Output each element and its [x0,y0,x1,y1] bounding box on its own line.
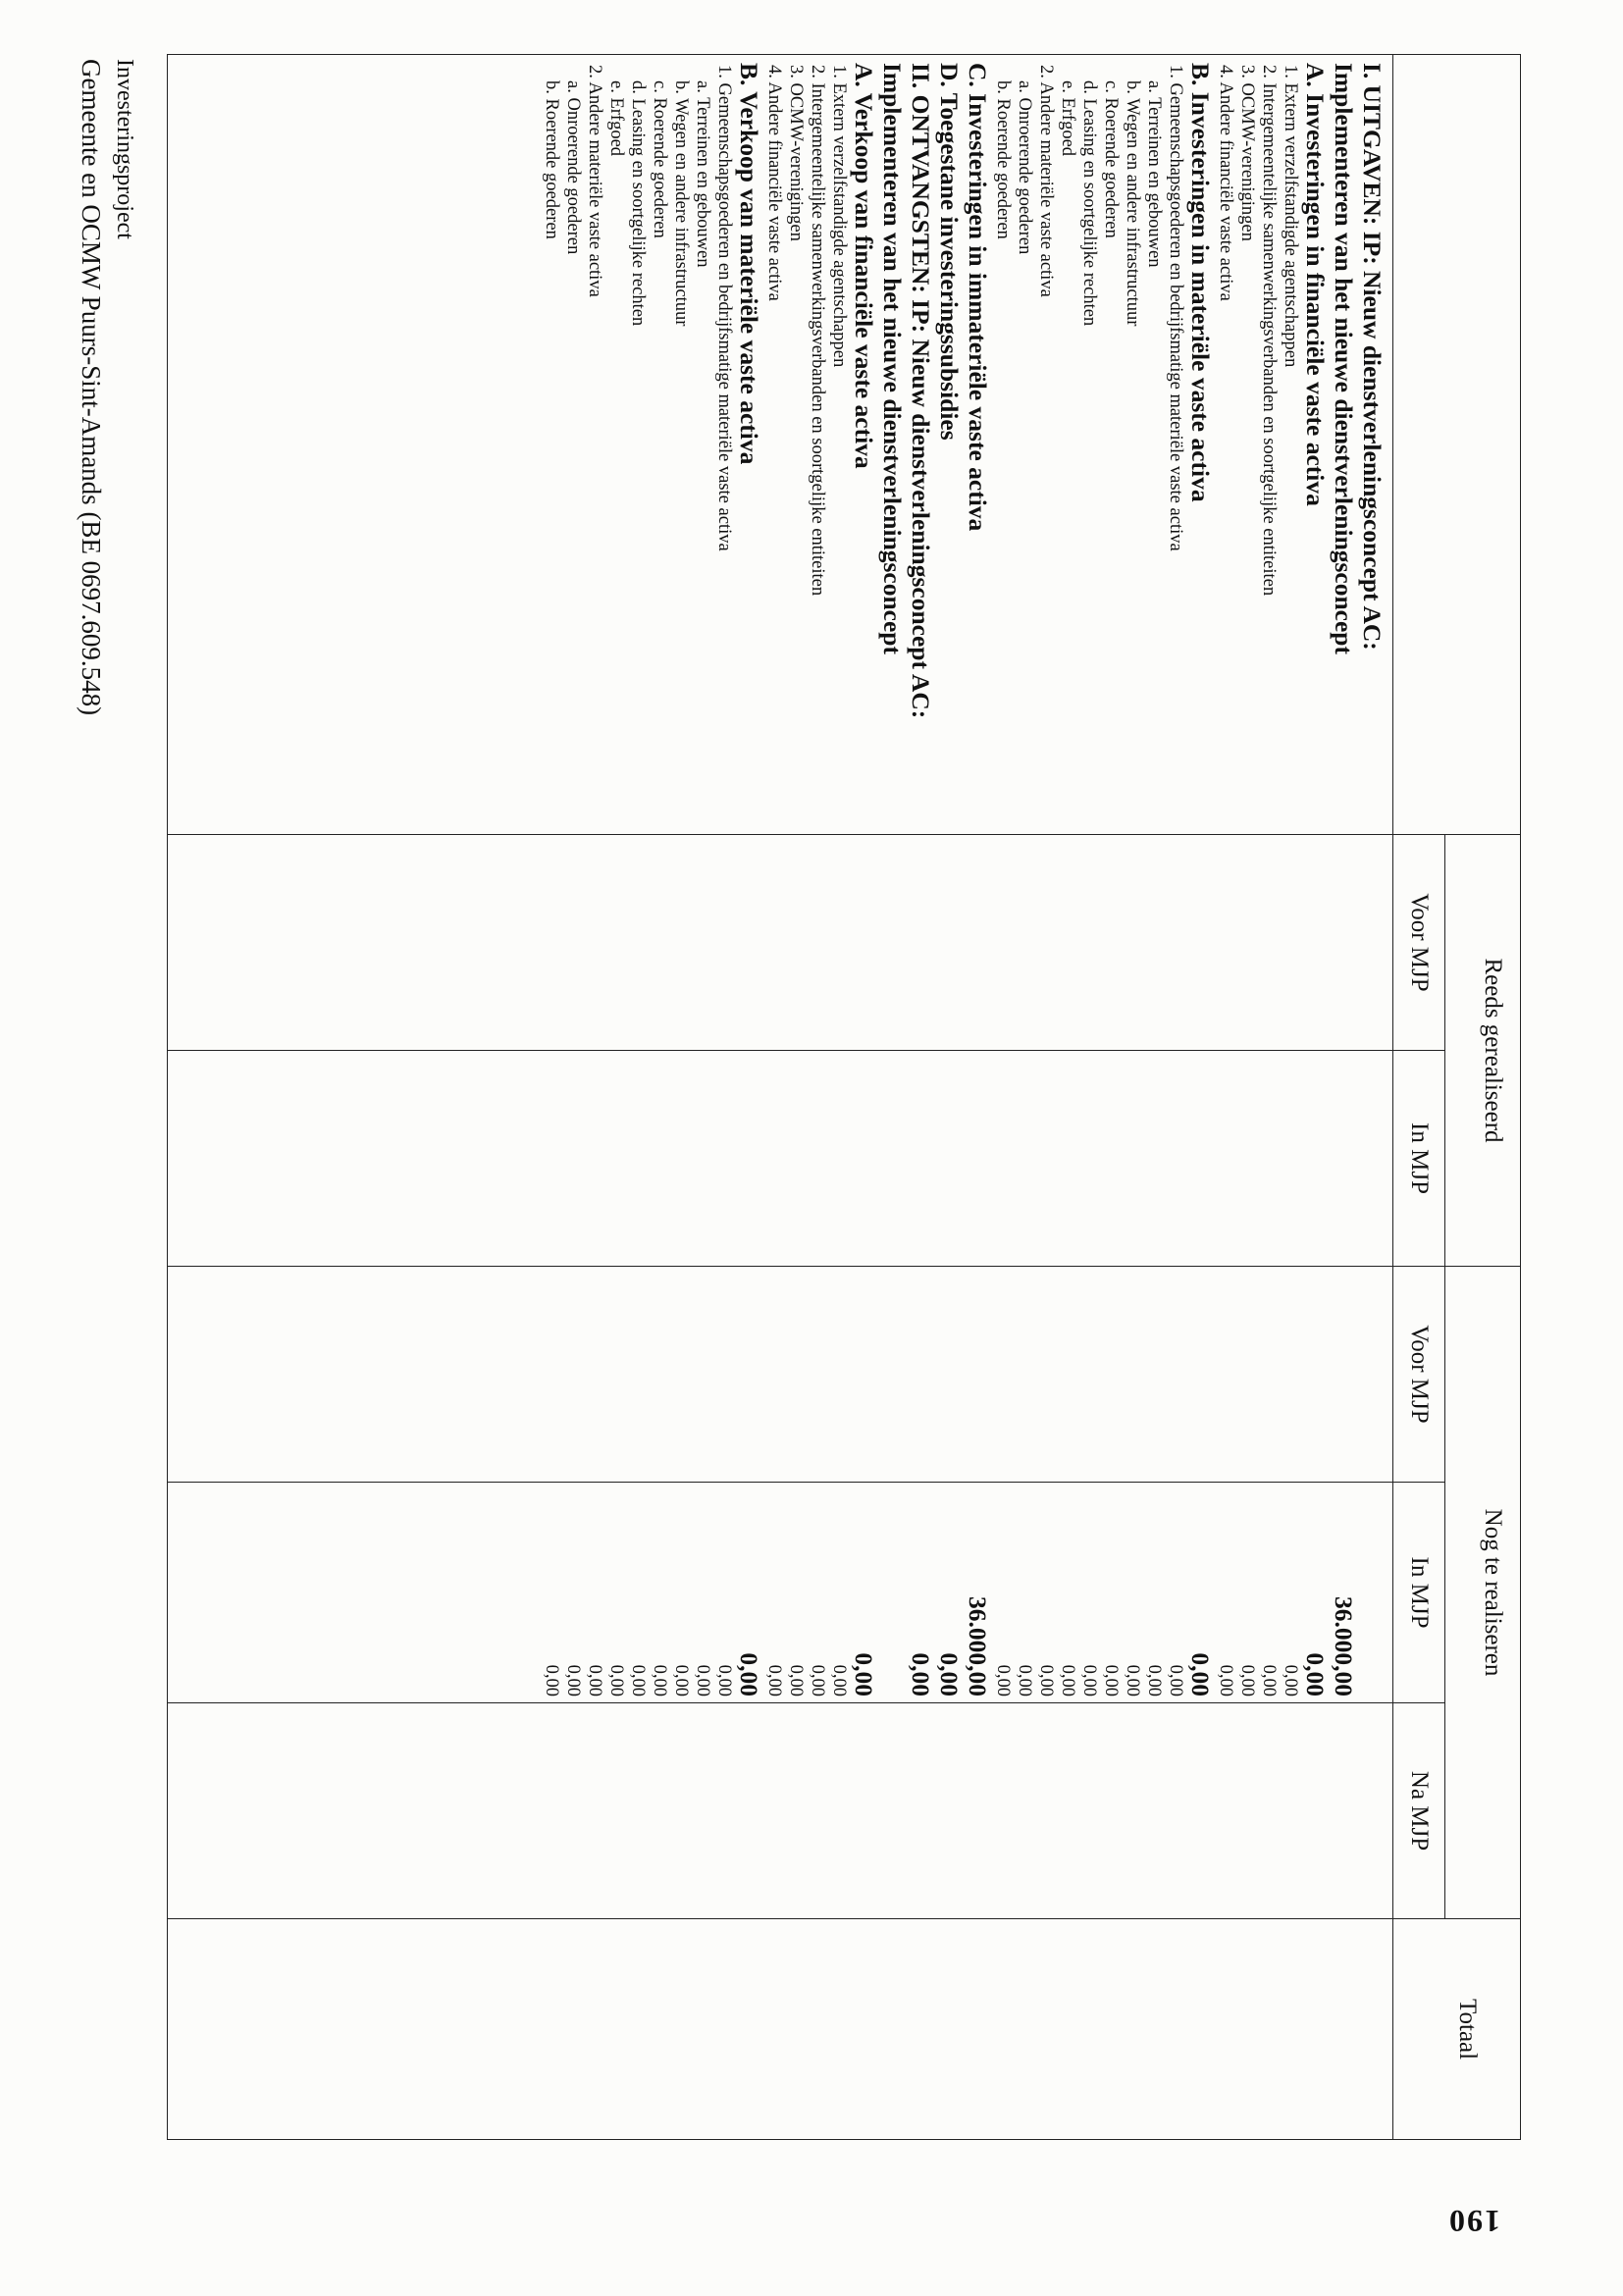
row-value: 0,00 [764,1664,784,1697]
row-label: 1. Extern verzelfstandigde agentschappen [1281,65,1300,368]
row-label: 2. Andere materiële vaste activa [1036,65,1056,297]
row-value: 0,00 [585,1664,604,1697]
row-value: 0,00 [786,1664,806,1697]
row-value: 0,00 [693,1664,712,1697]
row-value: 0,00 [1281,1664,1300,1697]
row-label: A. Verkoop van financiële vaste activa [850,63,878,469]
footer-project-label: Investeringsproject [112,59,137,239]
row-value: 0,00 [1301,1652,1330,1697]
row-label: D. Toegestane investeringssubsidies [935,63,964,441]
investment-table [167,54,1521,2140]
row-value: 0,00 [563,1664,583,1697]
row-label: b. Wegen en andere infrastructuur [671,80,691,327]
row-label: a. Onroerende goederen [563,80,583,255]
row-label: 4. Andere financiële vaste activa [1216,65,1235,301]
header-voor-mjp-1: Voor MJP [1393,835,1445,1051]
row-value [1356,1483,1385,1696]
row-value: 0,00 [1186,1652,1215,1697]
header-nog-te-realiseren: Nog te realiseren [1445,1267,1521,1919]
footer-municipality: Gemeente en OCMW Puurs-Sint-Amands (BE 0697.609.548) [77,59,106,716]
row-value: 0,00 [1058,1664,1077,1697]
row-label: 2. Intergemeentelijke samenwerkingsverbanden en soortgelijke entiteiten [1259,65,1279,597]
rotated-sheet [167,54,1521,2139]
page-number: 190 [1447,2204,1500,2239]
row-value: 0,00 [993,1664,1013,1697]
header-voor-mjp-2: Voor MJP [1393,1267,1445,1483]
row-label: C. Investeringen in immateriële vaste activa [964,63,992,532]
row-label: B. Verkoop van materiële vaste activa [735,63,763,465]
row-value: 0,00 [1101,1664,1121,1697]
row-value: 0,00 [1216,1664,1235,1697]
header-in-mjp-1: In MJP [1393,1051,1445,1267]
row-label: II. ONTVANGSTEN: IP: Nieuw dienstverleningsconcept AC: [907,63,935,719]
row-value: 0,00 [542,1664,561,1697]
row-label: e. Erfgoed [606,80,626,157]
row-label: Implementeren van het nieuwe dienstverleningsconcept [1330,63,1358,654]
row-value: 0,00 [606,1664,626,1697]
row-labels-column [168,55,1393,835]
row-value [876,1483,905,1696]
row-label: A. Investeringen in financiële vaste activa [1301,63,1330,506]
col-nog-voor-mjp [168,1267,1393,1483]
row-value: 0,00 [1123,1664,1142,1697]
row-label: e. Erfgoed [1058,80,1077,157]
col-reeds-voor-mjp [168,835,1393,1051]
row-value: 0,00 [1144,1664,1164,1697]
row-label: B. Investeringen in materiële vaste activa [1186,63,1215,502]
row-value: 0,00 [808,1664,827,1697]
row-label: c. Roerende goederen [1101,80,1121,238]
col-na-mjp [168,1703,1393,1919]
row-label: 2. Andere materiële vaste activa [585,65,604,297]
row-value: 0,00 [1259,1664,1279,1697]
col-totaal [168,1919,1393,2140]
row-label: 3. OCMW-verenigingen [1237,65,1257,241]
row-label: 1. Gemeenschapsgoederen en bedrijfsmatige materiële vaste activa [1166,65,1185,551]
row-value: 0,00 [1015,1664,1034,1697]
row-label: I. UITGAVEN: IP: Nieuw dienstverleningsconcept AC: [1358,63,1387,651]
header-blank [1393,55,1521,835]
row-value: 0,00 [628,1664,648,1697]
row-value: 0,00 [650,1664,669,1697]
row-label: 1. Extern verzelfstandigde agentschappen [829,65,849,368]
row-label: 2. Intergemeentelijke samenwerkingsverbanden en soortgelijke entiteiten [808,65,827,597]
row-label: a. Terreinen en gebouwen [693,80,712,268]
row-value: 0,00 [829,1664,849,1697]
row-value: 36.000,00 [964,1596,992,1697]
header-reeds-gerealiseerd: Reeds gerealiseerd [1445,835,1521,1267]
row-label: b. Roerende goederen [993,80,1013,239]
col-reeds-in-mjp [168,1051,1393,1267]
row-label: b. Wegen en andere infrastructuur [1123,80,1142,327]
row-value: 0,00 [714,1664,734,1697]
row-label: d. Leasing en soortgelijke rechten [628,80,648,327]
row-label: a. Onroerende goederen [1015,80,1034,255]
row-label: 1. Gemeenschapsgoederen en bedrijfsmatige materiële vaste activa [714,65,734,551]
row-label: Implementeren van het nieuwe dienstverleningsconcept [878,63,907,654]
header-totaal: Totaal [1393,1919,1521,2140]
row-value: 0,00 [1036,1664,1056,1697]
row-value: 0,00 [735,1652,763,1697]
row-label: 3. OCMW-verenigingen [786,65,806,241]
row-value: 36.000,00 [1330,1596,1358,1697]
header-na-mjp: Na MJP [1393,1703,1445,1919]
col-nog-in-mjp [168,1483,1393,1703]
row-value: 0,00 [1079,1664,1099,1697]
row-label: b. Roerende goederen [542,80,561,239]
row-label: d. Leasing en soortgelijke rechten [1079,80,1099,327]
row-label: c. Roerende goederen [650,80,669,238]
row-value: 0,00 [850,1652,878,1697]
header-in-mjp-2: In MJP [1393,1483,1445,1703]
row-value: 0,00 [1166,1664,1185,1697]
row-value: 0,00 [671,1664,691,1697]
row-value: 0,00 [1237,1664,1257,1697]
row-label: 4. Andere financiële vaste activa [764,65,784,301]
row-value: 0,00 [935,1652,964,1697]
row-value: 0,00 [907,1652,935,1697]
row-label: a. Terreinen en gebouwen [1144,80,1164,268]
